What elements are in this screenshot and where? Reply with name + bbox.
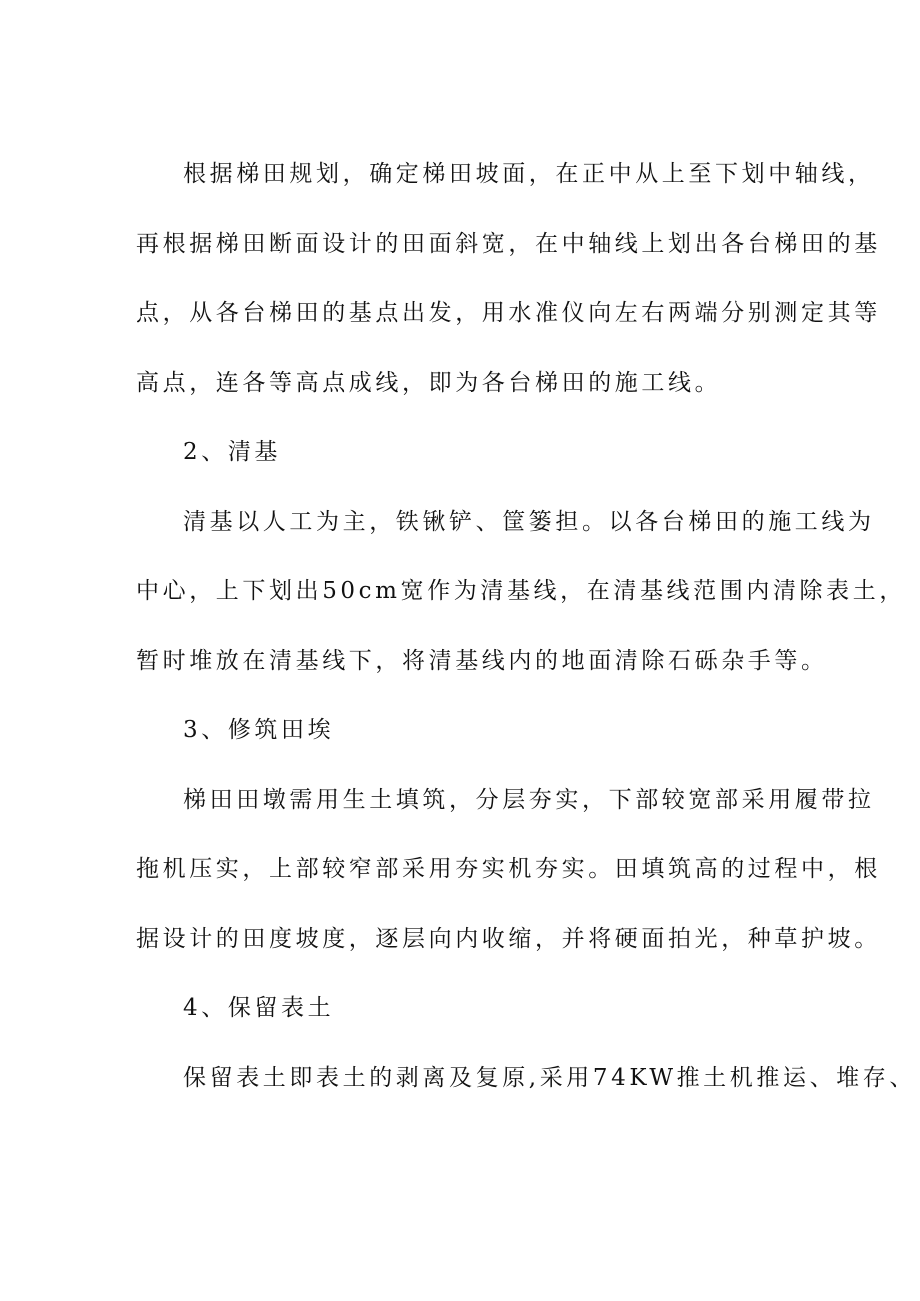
paragraph-line: 拖机压实，上部较窄部采用夯实机夯实。田填筑高的过程中，根 [136, 856, 881, 882]
document-body [136, 140, 916, 1113]
paragraph-line: 暂时堆放在清基线下，将清基线内的地面清除石砾杂手等。 [136, 647, 828, 674]
paragraph-line: 保留表土即表土的剥离及复原,采用74KW推土机推运、堆存、 [183, 1064, 916, 1091]
section-heading: 4、保留表土 [183, 995, 335, 1021]
paragraph-line: 根据梯田规划，确定梯田坡面，在正中从上至下划中轴线， [183, 161, 875, 187]
paragraph-line: 梯田田墩需用生土填筑，分层夯实，下部较宽部采用履带拉 [183, 786, 875, 813]
section-heading: 3、修筑田埃 [183, 717, 335, 743]
paragraph-line: 中心，上下划出50cm宽作为清基线，在清基线范围内清除表土， [136, 578, 906, 604]
paragraph-line: 点，从各台梯田的基点出发，用水准仪向左右两端分别测定其等 [136, 300, 881, 326]
paragraph-line: 清基以人工为主，铁锹铲、筐篓担。以各台梯田的施工线为 [183, 508, 875, 535]
paragraph-line: 再根据梯田断面设计的田面斜宽，在中轴线上划出各台梯田的基 [136, 230, 881, 257]
paragraph-line: 据设计的田度坡度，逐层向内收缩，并将硬面拍光，种草护坡。 [136, 925, 881, 952]
section-heading: 2、清基 [183, 439, 282, 465]
paragraph-line: 高点，连各等高点成线，即为各台梯田的施工线。 [136, 369, 722, 396]
